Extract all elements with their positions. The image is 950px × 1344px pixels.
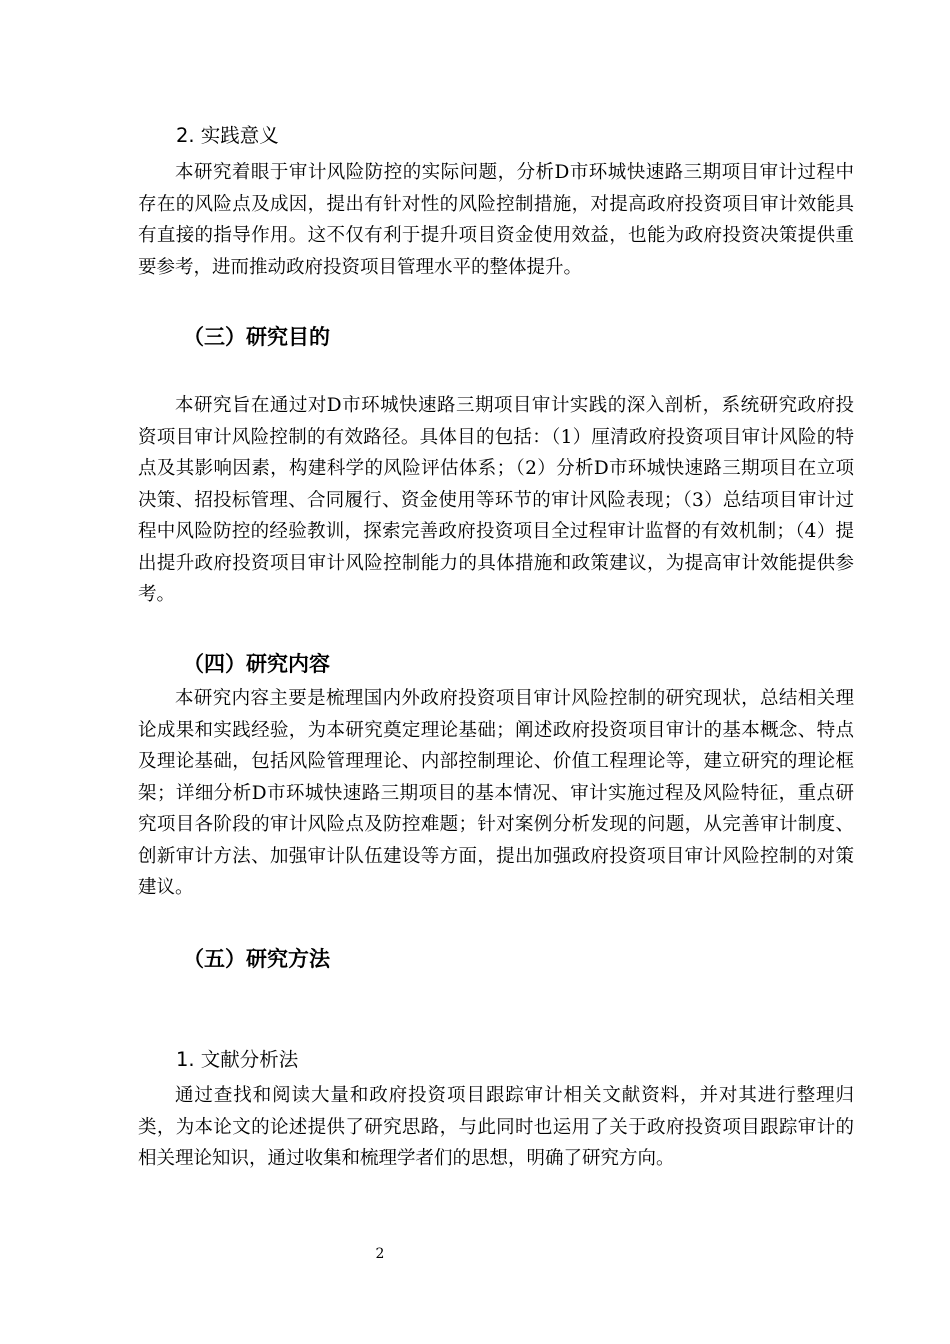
- literature-analysis-heading: 1. 文献分析法: [176, 1048, 299, 1071]
- research-purpose-paragraph: 本研究旨在通过对D市环城快速路三期项目审计实践的深入剖析，系统研究政府投资项目审计风险控制的有效路径。具体目的包括：（1）厘清政府投资项目审计风险的特点及其影响因素，构建科学的风险评估体系；（2）分析D市环城快速路三期项目在立项决策、招投标管理、合同履行、资金使用等环节的审计风险表现；（3）总结项目审计过程中风险防控的经验教训，探索完善政府投资项目全过程审计监督的有效机制；（4）提出提升政府投资项目审计风险控制能力的具体措施和政策建议，为提高审计效能提供参考。: [138, 395, 854, 605]
- page-number: 2: [375, 1246, 385, 1262]
- practical-significance-paragraph: 本研究着眼于审计风险防控的实际问题，分析D市环城快速路三期项目审计过程中存在的风险点及成因，提出有针对性的风险控制措施，对提高政府投资项目审计效能具有直接的指导作用。这不仅有利于提升项目资金使用效益，也能为政府投资决策提供重要参考，进而推动政府投资项目管理水平的整体提升。: [138, 162, 854, 278]
- research-methods-heading: （五）研究方法: [183, 947, 330, 971]
- literature-analysis-paragraph: 通过查找和阅读大量和政府投资项目跟踪审计相关文献资料，并对其进行整理归类，为本论文的论述提供了研究思路，与此同时也运用了关于政府投资项目跟踪审计的相关理论知识，通过收集和梳理学者们的思想，明确了研究方向。: [138, 1085, 854, 1169]
- research-content-heading: （四）研究内容: [183, 652, 330, 676]
- research-content-paragraph: 本研究内容主要是梳理国内外政府投资项目审计风险控制的研究现状，总结相关理论成果和实践经验，为本研究奠定理论基础；阐述政府投资项目审计的基本概念、特点及理论基础，包括风险管理理论、内部控制理论、价值工程理论等，建立研究的理论框架；详细分析D市环城快速路三期项目的基本情况、审计实施过程及风险特征，重点研究项目各阶段的审计风险点及防控难题；针对案例分析发现的问题，从完善审计制度、创新审计方法、加强审计队伍建设等方面，提出加强政府投资项目审计风险控制的对策建议。: [138, 688, 854, 898]
- practical-significance-heading: 2. 实践意义: [176, 124, 279, 147]
- research-purpose-heading: （三）研究目的: [183, 325, 330, 349]
